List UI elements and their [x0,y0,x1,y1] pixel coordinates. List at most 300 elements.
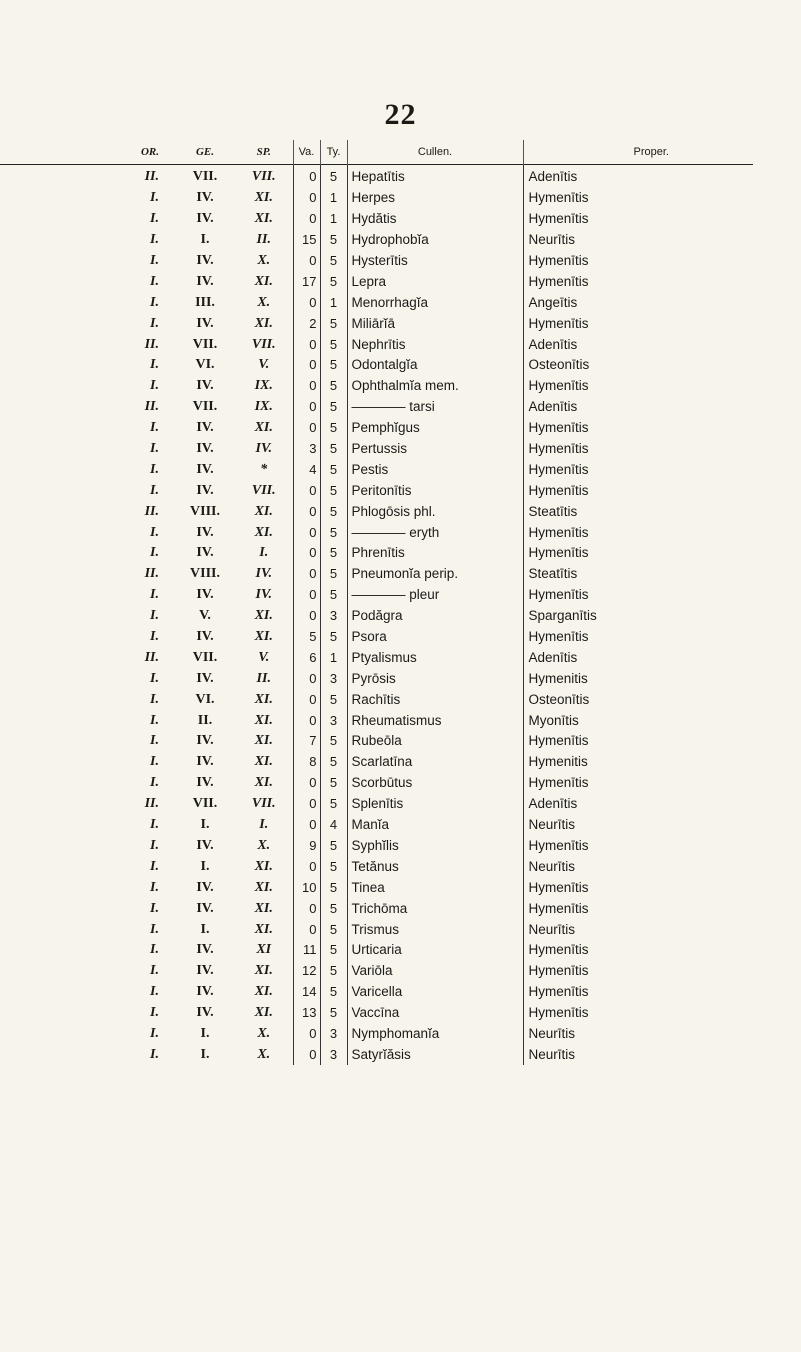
order-cell: I. [150,294,159,310]
order-cell: II. [144,796,159,812]
genus-cell: II. [197,712,213,728]
variety-cell: 0 [293,480,320,501]
proper-name-cell: Hymenītis [523,188,753,209]
species-cell: X. [257,1025,271,1041]
order-cell: I. [150,357,159,373]
table-row [0,501,753,522]
cullen-name-cell: Podăgra [347,606,523,627]
cullen-name-cell: Peritonītis [347,480,523,501]
table-row [0,480,753,501]
type-cell: 5 [320,459,347,480]
cullen-name-cell: Herpes [347,188,523,209]
cullen-name-cell: Pestis [347,459,523,480]
cullen-name-cell: Variōla [347,961,523,982]
species-cell: II. [256,670,271,686]
variety-cell: 11 [293,940,320,961]
cullen-name-cell: Manĭa [347,815,523,836]
variety-cell: 0 [293,522,320,543]
proper-name-cell: Angeītis [523,292,753,313]
species-cell: XI. [254,503,273,519]
species-cell: XI. [254,190,273,206]
cullen-name-cell: Satyrĭăsis [347,1044,523,1065]
genus-cell: I. [200,921,210,937]
species-cell: XI. [254,879,273,895]
type-cell: 1 [320,647,347,668]
type-cell: 5 [320,271,347,292]
order-cell: I. [150,984,159,1000]
type-cell: 3 [320,710,347,731]
proper-name-cell: Hymenītis [523,836,753,857]
genus-cell: IV. [196,900,214,916]
variety-cell: 0 [293,334,320,355]
table-row [0,397,753,418]
proper-name-cell: Adenītis [523,165,753,188]
genus-cell: I. [200,1046,210,1062]
header-type: Ty. [320,140,347,165]
genus-cell: VI. [195,691,215,707]
variety-cell: 0 [293,251,320,272]
species-cell: X. [257,837,271,853]
genus-cell: IV. [196,545,214,561]
genus-cell: VII. [192,399,218,415]
variety-cell: 10 [293,877,320,898]
cullen-name-cell: Odontalgĭa [347,355,523,376]
species-cell: XI. [254,858,273,874]
type-cell: 5 [320,919,347,940]
genus-cell: I. [200,232,210,248]
table-row [0,627,753,648]
order-cell: I. [150,691,159,707]
species-cell: XI. [254,273,273,289]
variety-cell: 15 [293,230,320,251]
table-header-row [0,140,753,165]
variety-cell: 0 [293,898,320,919]
table-row [0,794,753,815]
cullen-name-cell: Vaccīna [347,1003,523,1024]
species-cell: XI. [254,420,273,436]
proper-name-cell: Hymenītis [523,773,753,794]
table-row [0,836,753,857]
proper-name-cell: Hymenītis [523,627,753,648]
genus-cell: VIII. [190,503,220,519]
table-row [0,710,753,731]
table-row [0,773,753,794]
cullen-name-cell: ———— pleur [347,585,523,606]
species-cell: XI. [254,775,273,791]
variety-cell: 0 [293,543,320,564]
order-cell: I. [150,1046,159,1062]
species-cell: IV. [255,441,272,457]
cullen-name-cell: Ptyalismus [347,647,523,668]
proper-name-cell: Hymenītis [523,1003,753,1024]
species-cell: XI. [254,629,273,645]
table-row [0,209,753,230]
type-cell: 5 [320,564,347,585]
order-cell: I. [150,963,159,979]
species-cell: X. [257,253,271,268]
table-row [0,334,753,355]
header-cullen: Cullen. [347,140,523,165]
order-cell: I. [150,461,159,477]
nosology-table [0,140,753,1065]
type-cell: 1 [320,292,347,313]
species-cell: XI. [254,712,273,728]
order-cell: I. [150,712,159,728]
table-row [0,1024,753,1045]
genus-cell: IV. [196,211,214,227]
cullen-name-cell: Miliārĭā [347,313,523,334]
table-row [0,877,753,898]
header-species: SP. [256,146,271,158]
type-cell: 5 [320,627,347,648]
order-cell: I. [150,733,159,749]
table-row [0,940,753,961]
genus-cell: VII. [192,336,218,352]
type-cell: 5 [320,836,347,857]
table-row [0,585,753,606]
table-row [0,668,753,689]
proper-name-cell: Hymenītis [523,940,753,961]
species-cell: XI. [254,984,273,1000]
cullen-name-cell: Hepatītis [347,165,523,188]
proper-name-cell: Neurītis [523,856,753,877]
genus-cell: IV. [196,670,214,686]
genus-cell: IV. [196,775,214,791]
genus-cell: IV. [196,420,214,436]
proper-name-cell: Hymenītis [523,982,753,1003]
cullen-name-cell: ———— eryth [347,522,523,543]
cullen-name-cell: Rheumatismus [347,710,523,731]
variety-cell: 7 [293,731,320,752]
header-genus: GE. [195,146,215,158]
type-cell: 5 [320,439,347,460]
variety-cell: 4 [293,459,320,480]
cullen-name-cell: Trismus [347,919,523,940]
order-cell: I. [150,545,159,561]
genus-cell: IV. [196,461,214,477]
genus-cell: VII. [192,796,218,812]
header-proper: Proper. [523,140,753,165]
type-cell: 5 [320,251,347,272]
type-cell: 5 [320,773,347,794]
order-cell: I. [150,211,159,227]
species-cell: XI. [254,921,273,937]
type-cell: 5 [320,376,347,397]
variety-cell: 0 [293,794,320,815]
cullen-name-cell: Nymphomanĭa [347,1024,523,1045]
species-cell: IV. [255,587,272,603]
type-cell: 5 [320,334,347,355]
table-row [0,564,753,585]
species-cell: XI. [254,691,273,707]
genus-cell: IV. [196,942,214,958]
genus-cell: IV. [196,441,214,457]
genus-cell: VII. [192,649,218,665]
cullen-name-cell: Tetănus [347,856,523,877]
cullen-name-cell: Pneumonĭa perip. [347,564,523,585]
species-cell: VII. [251,796,276,812]
table-row [0,752,753,773]
table-row [0,271,753,292]
proper-name-cell: Neurītis [523,815,753,836]
type-cell: 1 [320,209,347,230]
order-cell: I. [150,670,159,686]
variety-cell: 13 [293,1003,320,1024]
type-cell: 5 [320,898,347,919]
species-cell: IX. [254,378,273,394]
type-cell: 5 [320,940,347,961]
proper-name-cell: Hymenītis [523,251,753,272]
cullen-name-cell: Psora [347,627,523,648]
variety-cell: 0 [293,165,320,188]
genus-cell: IV. [196,253,214,268]
proper-name-cell: Hymenītis [523,418,753,439]
variety-cell: 0 [293,188,320,209]
variety-cell: 14 [293,982,320,1003]
cullen-name-cell: Tinea [347,877,523,898]
type-cell: 5 [320,961,347,982]
species-cell: IV. [255,566,272,582]
proper-name-cell: Hymenitis [523,752,753,773]
genus-cell: I. [200,1025,210,1041]
genus-cell: IV. [196,1005,214,1021]
genus-cell: IV. [196,190,214,206]
proper-name-cell: Hymenītis [523,459,753,480]
genus-cell: IV. [196,587,214,603]
cullen-name-cell: Hysterītis [347,251,523,272]
order-cell: II. [144,649,159,665]
order-cell: II. [144,566,159,582]
genus-cell: IV. [196,754,214,770]
proper-name-cell: Hymenītis [523,480,753,501]
cullen-name-cell: Ophthalmĭa mem. [347,376,523,397]
cullen-name-cell: Lepra [347,271,523,292]
variety-cell: 2 [293,313,320,334]
variety-cell: 0 [293,292,320,313]
variety-cell: 0 [293,376,320,397]
type-cell: 5 [320,522,347,543]
genus-cell: IV. [196,879,214,895]
proper-name-cell: Hymenītis [523,877,753,898]
cullen-name-cell: Trichōma [347,898,523,919]
order-cell: I. [150,420,159,436]
genus-cell: VII. [192,169,218,185]
table-row [0,961,753,982]
header-order: OR. [140,146,159,158]
genus-cell: I. [200,817,210,833]
genus-cell: VIII. [190,566,220,582]
proper-name-cell: Hymenītis [523,376,753,397]
table-row [0,898,753,919]
variety-cell: 0 [293,1024,320,1045]
genus-cell: IV. [196,733,214,749]
proper-name-cell: Myonītis [523,710,753,731]
order-cell: II. [144,336,159,352]
variety-cell: 0 [293,689,320,710]
species-cell: XI. [254,754,273,770]
order-cell: I. [150,858,159,874]
page-number: 22 [384,98,417,131]
table-row [0,439,753,460]
order-cell: I. [150,879,159,895]
table-row [0,418,753,439]
type-cell: 5 [320,543,347,564]
proper-name-cell: Steatītis [523,501,753,522]
variety-cell: 0 [293,919,320,940]
cullen-name-cell: Pemphĭgus [347,418,523,439]
genus-cell: VI. [195,357,215,373]
variety-cell: 0 [293,397,320,418]
order-cell: I. [150,315,159,331]
variety-cell: 0 [293,585,320,606]
order-cell: I. [150,900,159,916]
order-cell: I. [150,608,159,624]
order-cell: I. [150,921,159,937]
proper-name-cell: Osteonītis [523,689,753,710]
genus-cell: IV. [196,482,214,498]
proper-name-cell: Sparganītis [523,606,753,627]
table-row [0,1044,753,1065]
type-cell: 5 [320,480,347,501]
cullen-name-cell: Pyrōsis [347,668,523,689]
type-cell: 3 [320,1024,347,1045]
genus-cell: IV. [196,963,214,979]
order-cell: I. [150,378,159,394]
cullen-name-cell: Scarlatīna [347,752,523,773]
proper-name-cell: Hymenītis [523,313,753,334]
cullen-name-cell: Nephrītis [347,334,523,355]
species-cell: XI. [254,733,273,749]
variety-cell: 0 [293,564,320,585]
type-cell: 1 [320,188,347,209]
type-cell: 5 [320,355,347,376]
species-cell: X. [257,294,271,310]
nosology-table-container [0,140,801,1065]
order-cell: I. [150,253,159,268]
order-cell: I. [150,190,159,206]
variety-cell: 5 [293,627,320,648]
variety-cell: 3 [293,439,320,460]
table-row [0,731,753,752]
cullen-name-cell: Phrenītis [347,543,523,564]
genus-cell: IV. [196,837,214,853]
species-cell: VII. [251,482,276,498]
type-cell: 5 [320,731,347,752]
order-cell: I. [150,837,159,853]
type-cell: 5 [320,418,347,439]
type-cell: 5 [320,689,347,710]
variety-cell: 0 [293,1044,320,1065]
order-cell: I. [150,629,159,645]
table-row [0,919,753,940]
order-cell: II. [144,399,159,415]
order-cell: I. [150,273,159,289]
table-row [0,230,753,251]
table-row [0,982,753,1003]
variety-cell: 0 [293,668,320,689]
table-row [0,313,753,334]
species-cell: V. [258,649,270,665]
proper-name-cell: Steatītis [523,564,753,585]
cullen-name-cell: Splenītis [347,794,523,815]
order-cell: I. [150,524,159,540]
cullen-name-cell: Hydrophobĭa [347,230,523,251]
type-cell: 5 [320,794,347,815]
species-cell: XI. [254,315,273,331]
cullen-name-cell: Urticaria [347,940,523,961]
proper-name-cell: Adenītis [523,794,753,815]
species-cell: XI. [254,211,273,227]
variety-cell: 0 [293,501,320,522]
variety-cell: 12 [293,961,320,982]
type-cell: 5 [320,397,347,418]
variety-cell: 0 [293,418,320,439]
proper-name-cell: Adenītis [523,397,753,418]
genus-cell: I. [200,858,210,874]
table-row [0,689,753,710]
cullen-name-cell: Pertussis [347,439,523,460]
proper-name-cell: Osteonītis [523,355,753,376]
cullen-name-cell: Phlogōsis phl. [347,501,523,522]
type-cell: 3 [320,606,347,627]
table-row [0,543,753,564]
table-body [0,165,753,1066]
order-cell: I. [150,1005,159,1021]
cullen-name-cell: Rubeōla [347,731,523,752]
variety-cell: 6 [293,647,320,668]
proper-name-cell: Hymenītis [523,522,753,543]
table-row [0,376,753,397]
table-row [0,165,753,188]
species-cell: XI. [254,900,273,916]
variety-cell: 17 [293,271,320,292]
order-cell: I. [150,817,159,833]
type-cell: 5 [320,230,347,251]
type-cell: 5 [320,1003,347,1024]
variety-cell: 0 [293,710,320,731]
proper-name-cell: Neurītis [523,230,753,251]
table-row [0,292,753,313]
cullen-name-cell: Rachītis [347,689,523,710]
table-row [0,856,753,877]
order-cell: I. [150,441,159,457]
species-cell: XI [256,942,272,958]
proper-name-cell: Hymenitis [523,668,753,689]
genus-cell: IV. [196,524,214,540]
table-row [0,355,753,376]
variety-cell: 0 [293,606,320,627]
proper-name-cell: Neurītis [523,1024,753,1045]
table-row [0,815,753,836]
species-cell: XI. [254,1005,273,1021]
order-cell: I. [150,775,159,791]
table-row [0,251,753,272]
proper-name-cell: Hymenītis [523,271,753,292]
species-cell: VII. [251,169,276,185]
variety-cell: 0 [293,856,320,877]
species-cell: XI. [254,608,273,624]
proper-name-cell: Hymenītis [523,898,753,919]
proper-name-cell: Neurītis [523,1044,753,1065]
variety-cell: 0 [293,355,320,376]
type-cell: 5 [320,585,347,606]
order-cell: I. [150,754,159,770]
table-row [0,1003,753,1024]
genus-cell: V. [199,608,211,624]
species-cell: IX. [254,399,273,415]
type-cell: 5 [320,501,347,522]
species-cell: * [260,461,268,477]
